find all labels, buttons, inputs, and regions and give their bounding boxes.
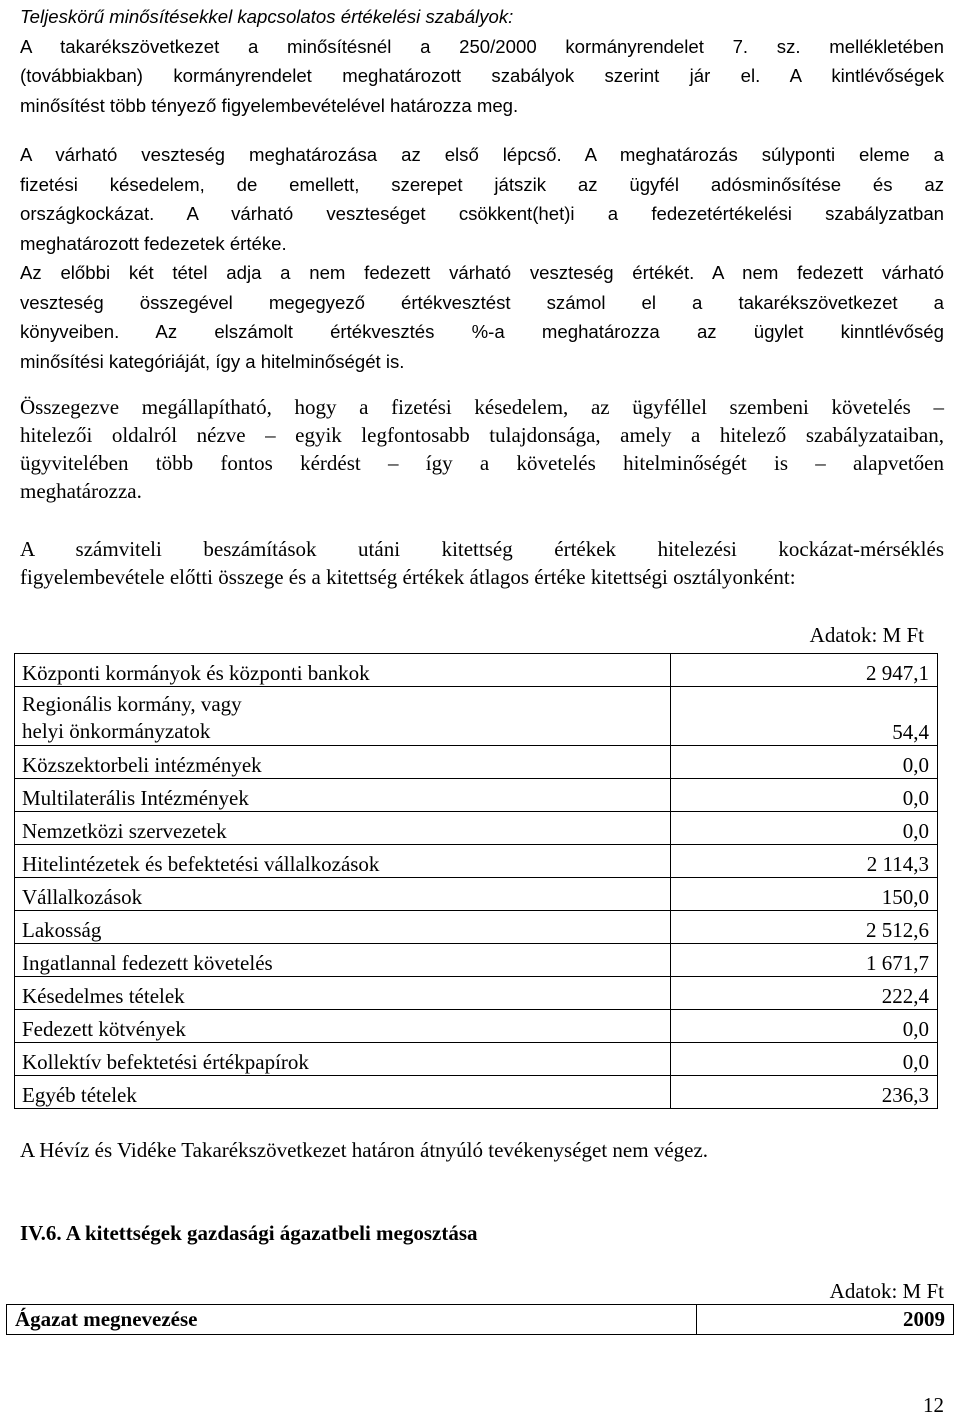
row-value: 2 114,3 — [671, 845, 938, 878]
cross-border-note — [20, 1136, 944, 1164]
table-row — [15, 687, 938, 746]
table-row — [15, 1010, 938, 1043]
para3-line: Összegezve megállapítható, hogy a fizetési késedelem, az ügyféllel szembeni követelés – — [20, 395, 944, 419]
table-row — [15, 812, 938, 845]
table-row — [15, 1076, 938, 1109]
para2-line: A várható veszteség meghatározása az első lépcső. A meghatározás súlyponti eleme a — [20, 144, 944, 165]
table-row — [15, 845, 938, 878]
expected-loss-paragraph — [20, 140, 944, 376]
intro-heading: Teljeskörű minősítésekkel kapcsolatos értékelési szabályok: — [20, 6, 514, 27]
section-title — [20, 1219, 944, 1247]
row-label: Vállalkozások — [15, 878, 671, 911]
row-value: 236,3 — [671, 1076, 938, 1109]
intro-line: A takarékszövetkezet a minősítésnél a 250/2000 kormányrendelet 7. sz. mellékletében — [20, 35, 944, 57]
row-label-line: helyi önkormányzatok — [22, 719, 211, 743]
row-label-line: Regionális kormány, vagy — [22, 692, 242, 716]
intro-line: (továbbiakban) kormányrendelet meghatározott szabályok szerint jár el. A kintlévőségek — [20, 65, 944, 86]
para2-line: minősítési kategóriáját, így a hitelminőségét is. — [20, 350, 405, 372]
header-year: 2009 — [697, 1305, 954, 1335]
row-label: Közszektorbeli intézmények — [15, 746, 671, 779]
row-value: 0,0 — [671, 812, 938, 845]
table-row — [15, 746, 938, 779]
row-label: Lakosság — [15, 911, 671, 944]
row-label: Központi kormányok és központi bankok — [15, 654, 671, 687]
table-row — [15, 977, 938, 1010]
table-row — [15, 878, 938, 911]
table-row — [15, 911, 938, 944]
page-number: 12 — [923, 1393, 944, 1417]
table-row — [15, 944, 938, 977]
row-value: 0,0 — [671, 779, 938, 812]
row-label — [15, 687, 671, 746]
table-row — [15, 654, 938, 687]
intro-paragraph — [20, 2, 944, 120]
table-header-row — [7, 1305, 954, 1335]
row-value: 150,0 — [671, 878, 938, 911]
section-title-text: IV.6. A kitettségek gazdasági ágazatbeli megosztása — [20, 1221, 478, 1245]
para2-line: könyveiben. Az elszámolt értékvesztés %-a meghatározza az ügylet kinntlévőség — [20, 321, 944, 342]
row-value: 54,4 — [671, 687, 938, 746]
row-label: Multilaterális Intézmények — [15, 779, 671, 812]
para2-line: veszteség összegével megegyező értékvesztést számol el a takarékszövetkezet a — [20, 291, 944, 313]
row-value: 0,0 — [671, 1010, 938, 1043]
para4-line: A számviteli beszámítások utáni kitettség értékek hitelezési kockázat-mérséklés — [20, 537, 944, 561]
row-value: 2 947,1 — [671, 654, 938, 687]
row-label: Ingatlannal fedezett követelés — [15, 944, 671, 977]
para2-line: meghatározott fedezetek értéke. — [20, 232, 287, 254]
para3-line: meghatározza. — [20, 479, 142, 503]
row-value: 0,0 — [671, 746, 938, 779]
sector-table — [6, 1304, 954, 1335]
row-label: Késedelmes tételek — [15, 977, 671, 1010]
para2-line: országkockázat. A várható veszteséget csökkent(het)i a fedezetértékelési szabályzatban — [20, 203, 944, 224]
row-label: Kollektív befektetési értékpapírok — [15, 1043, 671, 1076]
exposure-intro-paragraph — [20, 535, 944, 591]
row-label: Hitelintézetek és befektetési vállalkozások — [15, 845, 671, 878]
row-value: 222,4 — [671, 977, 938, 1010]
row-label: Egyéb tételek — [15, 1076, 671, 1109]
units-label: Adatok: M Ft — [809, 623, 924, 647]
para3-line: hitelezői oldalról nézve – egyik legfontosabb tulajdonsága, amely a hitelező szabályzataiban, — [20, 423, 944, 447]
units-label: Adatok: M Ft — [829, 1279, 944, 1303]
summary-paragraph — [20, 393, 944, 505]
row-value: 0,0 — [671, 1043, 938, 1076]
note-text: A Hévíz és Vidéke Takarékszövetkezet határon átnyúló tevékenységet nem végez. — [20, 1138, 709, 1162]
para2-line: Az előbbi két tétel adja a nem fedezett várható veszteség értékét. A nem fedezett várható — [20, 262, 944, 283]
intro-line: minősítést több tényező figyelembevételével határozza meg. — [20, 94, 519, 116]
row-label: Fedezett kötvények — [15, 1010, 671, 1043]
table-row — [15, 1043, 938, 1076]
row-label: Nemzetközi szervezetek — [15, 812, 671, 845]
table-row — [15, 779, 938, 812]
para3-line: ügyvitelében több fontos kérdést – így a követelés hitelminőségét is – alapvetően — [20, 451, 944, 475]
exposure-table — [14, 653, 938, 1109]
para4-line: figyelembevétele előtti összege és a kitettség értékek átlagos értéke kitettségi osztályonként: — [20, 565, 796, 589]
row-value: 1 671,7 — [671, 944, 938, 977]
header-sector-name: Ágazat megnevezése — [7, 1305, 697, 1335]
para2-line: fizetési késedelem, de emellett, szerepet játszik az ügyfél adósminősítése és az — [20, 173, 944, 195]
row-value: 2 512,6 — [671, 911, 938, 944]
